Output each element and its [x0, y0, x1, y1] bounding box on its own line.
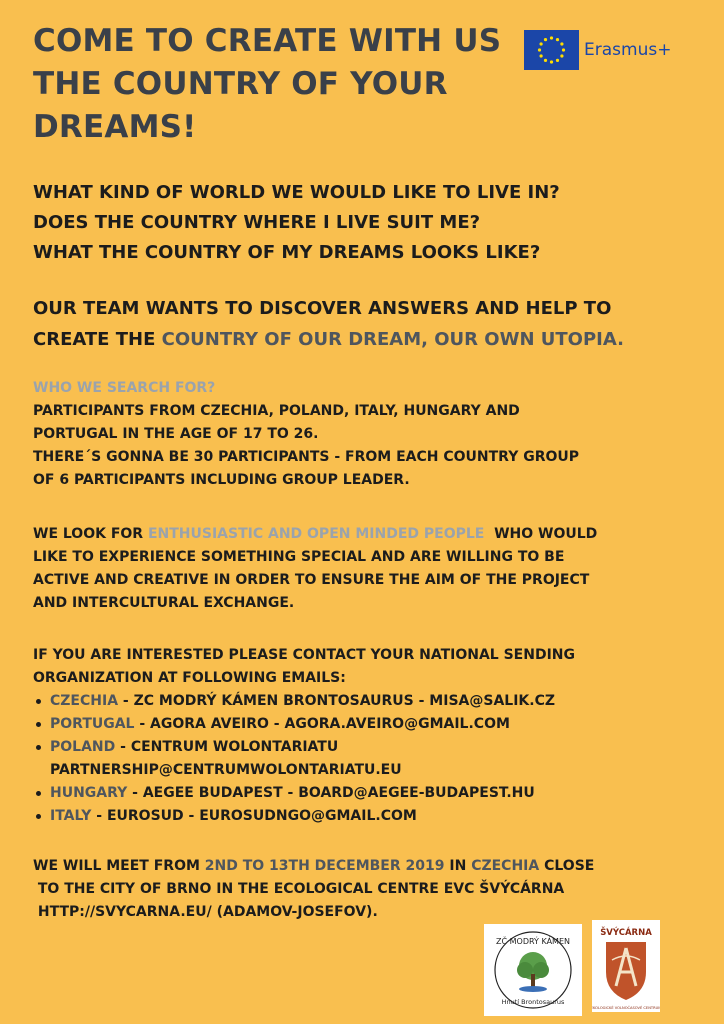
search-heading: WHO WE SEARCH FOR?	[33, 380, 216, 396]
country-poland: POLAND	[50, 739, 116, 755]
team-statement	[33, 293, 624, 355]
contact-hungary	[33, 782, 575, 805]
bullet-icon	[36, 722, 41, 727]
meeting-line-3[interactable]: HTTP://SVYCARNA.EU/ (ADAMOV-JOSEFOV).	[33, 904, 378, 920]
search-line-4: OF 6 PARTICIPANTS INCLUDING GROUP LEADER.	[33, 472, 410, 488]
contact-list	[33, 690, 575, 828]
country-italy: ITALY	[50, 808, 92, 824]
shield-icon	[606, 942, 646, 1000]
brontosaurus-logo	[484, 924, 582, 1016]
bullet-icon	[36, 699, 41, 704]
page-title	[33, 20, 523, 149]
contact-italy	[33, 805, 575, 828]
contact-section	[33, 644, 575, 828]
contact-hungary-details[interactable]: - AEGEE BUDAPEST - BOARD@AEGEE-BUDAPEST.HU	[127, 785, 535, 801]
contact-portugal	[33, 713, 575, 736]
question-1: WHAT KIND OF WORLD WE WOULD LIKE TO LIVE IN?	[33, 182, 560, 203]
meeting-section	[33, 855, 594, 924]
title-line-1: COME TO CREATE WITH US	[33, 23, 502, 59]
search-line-2: PORTUGAL IN THE AGE OF 17 TO 26.	[33, 426, 319, 442]
title-line-2: THE COUNTRY OF YOUR	[33, 66, 448, 102]
logo2-top-text: ŠVÝCÁRNA	[600, 928, 652, 938]
look-start: WE LOOK FOR	[33, 526, 148, 542]
team-line-1: OUR TEAM WANTS TO DISCOVER ANSWERS AND HELP TO	[33, 298, 612, 319]
erasmus-label: Erasmus+	[584, 40, 672, 60]
contact-intro-1: IF YOU ARE INTERESTED PLEASE CONTACT YOUR NATIONAL SENDING	[33, 647, 575, 663]
search-line-1: PARTICIPANTS FROM CZECHIA, POLAND, ITALY, HUNGARY AND	[33, 403, 520, 419]
contact-poland	[33, 736, 575, 759]
contact-czechia	[33, 690, 575, 713]
questions-block	[33, 178, 560, 268]
title-line-3: DREAMS!	[33, 109, 197, 145]
svycarna-logo	[592, 920, 660, 1012]
search-section	[33, 377, 579, 492]
country-hungary: HUNGARY	[50, 785, 128, 801]
erasmus-logo	[524, 30, 714, 72]
logo1-bottom-text: Hnutí Brontosaurus	[501, 998, 565, 1006]
meeting-line-1	[33, 855, 594, 878]
team-line-2-start: CREATE THE	[33, 329, 162, 350]
tree-icon	[517, 952, 549, 992]
contact-portugal-details[interactable]: - AGORA AVEIRO - AGORA.AVEIRO@GMAIL.COM	[134, 716, 510, 732]
contact-italy-details[interactable]: - EUROSUD - EUROSUDNGO@GMAIL.COM	[91, 808, 417, 824]
team-line-2	[33, 324, 624, 355]
enthusiastic-highlight: ENTHUSIASTIC AND OPEN MINDED PEOPLE	[147, 526, 485, 542]
logo2-bottom-text: EKOLOGICKÉ VOLNOČASOVÉ CENTRUM	[592, 1006, 660, 1010]
logo1-top-text: ZČ MODRÝ KÁMEN	[496, 937, 570, 946]
meet-start: WE WILL MEET FROM	[33, 858, 205, 874]
look-line-2: LIKE TO EXPERIENCE SOMETHING SPECIAL AND ARE WILLING TO BE	[33, 549, 565, 565]
bullet-icon	[36, 814, 41, 819]
meeting-line-2: TO THE CITY OF BRNO IN THE ECOLOGICAL CENTRE EVC ŠVÝCÁRNA	[33, 881, 565, 897]
look-line-4: AND INTERCULTURAL EXCHANGE.	[33, 595, 295, 611]
date-highlight: 2ND TO 13TH DECEMBER 2019	[204, 858, 445, 874]
meet-close: CLOSE	[539, 858, 595, 874]
contact-czechia-details[interactable]: - ZC MODRÝ KÁMEN BRONTOSAURUS - MISA@SALIK.CZ	[118, 693, 556, 709]
country-czechia: CZECHIA	[50, 693, 119, 709]
bullet-icon	[36, 745, 41, 750]
country-highlight: CZECHIA	[471, 858, 540, 874]
contact-poland-details: - CENTRUM WOLONTARIATU	[115, 739, 339, 755]
bullet-icon	[36, 791, 41, 796]
look-line-1	[33, 523, 597, 546]
contact-intro-2: ORGANIZATION AT FOLLOWING EMAILS:	[33, 670, 346, 686]
question-2: DOES THE COUNTRY WHERE I LIVE SUIT ME?	[33, 212, 481, 233]
look-section	[33, 523, 597, 615]
country-portugal: PORTUGAL	[50, 716, 135, 732]
look-line-3: ACTIVE AND CREATIVE IN ORDER TO ENSURE THE AIM OF THE PROJECT	[33, 572, 590, 588]
eu-flag-icon	[524, 30, 579, 70]
question-3: WHAT THE COUNTRY OF MY DREAMS LOOKS LIKE?	[33, 242, 541, 263]
contact-poland-email[interactable]: PARTNERSHIP@CENTRUMWOLONTARIATU.EU	[50, 762, 402, 778]
meet-in: IN	[444, 858, 472, 874]
look-end: WHO WOULD	[484, 526, 598, 542]
search-line-3: THERE´S GONNA BE 30 PARTICIPANTS - FROM EACH COUNTRY GROUP	[33, 449, 580, 465]
utopia-highlight: COUNTRY OF OUR DREAM, OUR OWN UTOPIA.	[161, 329, 624, 350]
